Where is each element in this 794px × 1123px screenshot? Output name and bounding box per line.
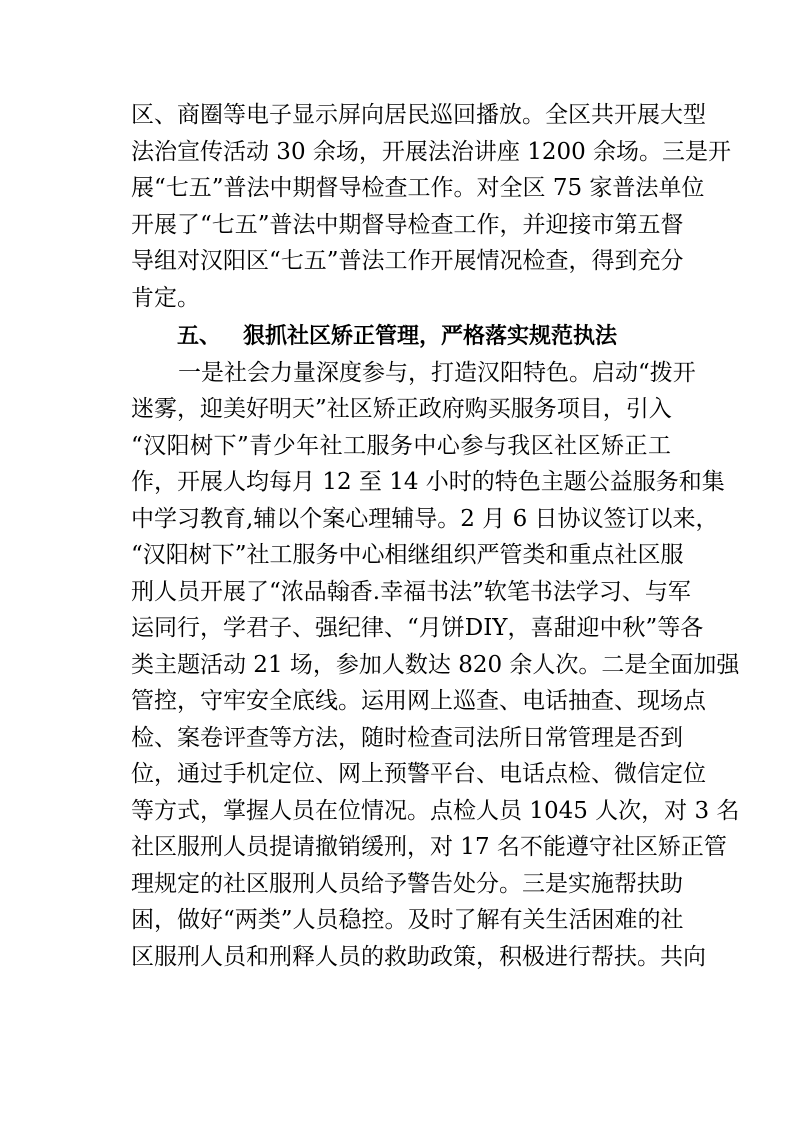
paragraph-line: 运同行，学君子、强纪律、“月饼DIY，喜甜迎中秋”等各 (131, 615, 704, 641)
paragraph-line: 一是社会力量深度参与，打造汉阳特色。启动“拨开 (178, 359, 696, 386)
paragraph-line: “汉阳树下”青少年社工服务中心参与我区社区矫正工 (131, 432, 671, 459)
paragraph-line: 管控，守牢安全底线。运用网上巡查、电话抽查、现场点 (131, 688, 706, 714)
paragraph-line: 导组对汉阳区“七五”普法工作开展情况检查，得到充分 (131, 248, 684, 274)
paragraph-line: 中学习教育,辅以个案心理辅导。2 月 6 日协议签订以来， (131, 505, 719, 532)
paragraph-line: 区、商圈等电子显示屏向居民巡回播放。全区共开展大型 (131, 102, 706, 128)
paragraph-line: “汉阳树下”社工服务中心相继组织严管类和重点社区服 (131, 542, 684, 568)
paragraph-line: 理规定的社区服刑人员给予警告处分。三是实施帮扶助 (131, 870, 683, 897)
paragraph-line: 区服刑人员和刑释人员的救助政策，积极进行帮扶。共向 (131, 943, 706, 970)
paragraph-line: 社区服刑人员提请撤销缓刑，对 17 名不能遵守社区矫正管 (131, 834, 727, 860)
paragraph-line: 等方式，掌握人员在位情况。点检人员 1045 人次，对 3 名 (131, 797, 740, 824)
paragraph-line: 困，做好“两类”人员稳控。及时了解有关生活困难的社 (131, 907, 684, 933)
paragraph-line: 刑人员开展了“浓品翰香.幸福书法”软笔书法学习、与军 (131, 578, 691, 605)
section-heading (0, 323, 794, 351)
paragraph-line: 开展了“七五”普法中期督导检查工作，并迎接市第五督 (131, 211, 684, 238)
paragraph-line: 展“七五”普法中期督导检查工作。对全区 75 家普法单位 (131, 175, 705, 201)
paragraph-line: 作，开展人均每月 12 至 14 小时的特色主题公益服务和集 (131, 469, 725, 495)
section-number: 五、 (176, 324, 221, 349)
paragraph-line: 迷雾，迎美好明天”社区矫正政府购买服务项目，引入 (131, 396, 672, 422)
paragraph-line: 位，通过手机定位、网上预警平台、电话点检、微信定位 (131, 761, 706, 787)
paragraph-line: 类主题活动 21 场，参加人数达 820 余人次。二是全面加强 (131, 651, 740, 678)
section-title: 狠抓社区矫正管理，严格落实规范执法 (243, 324, 618, 349)
paragraph-line: 法治宣传活动 30 余场，开展法治讲座 1200 余场。三是开 (131, 138, 732, 165)
paragraph-line: 肯定。 (131, 284, 200, 311)
paragraph-line: 检、案卷评查等方法，随时检查司法所日常管理是否到 (131, 724, 683, 751)
